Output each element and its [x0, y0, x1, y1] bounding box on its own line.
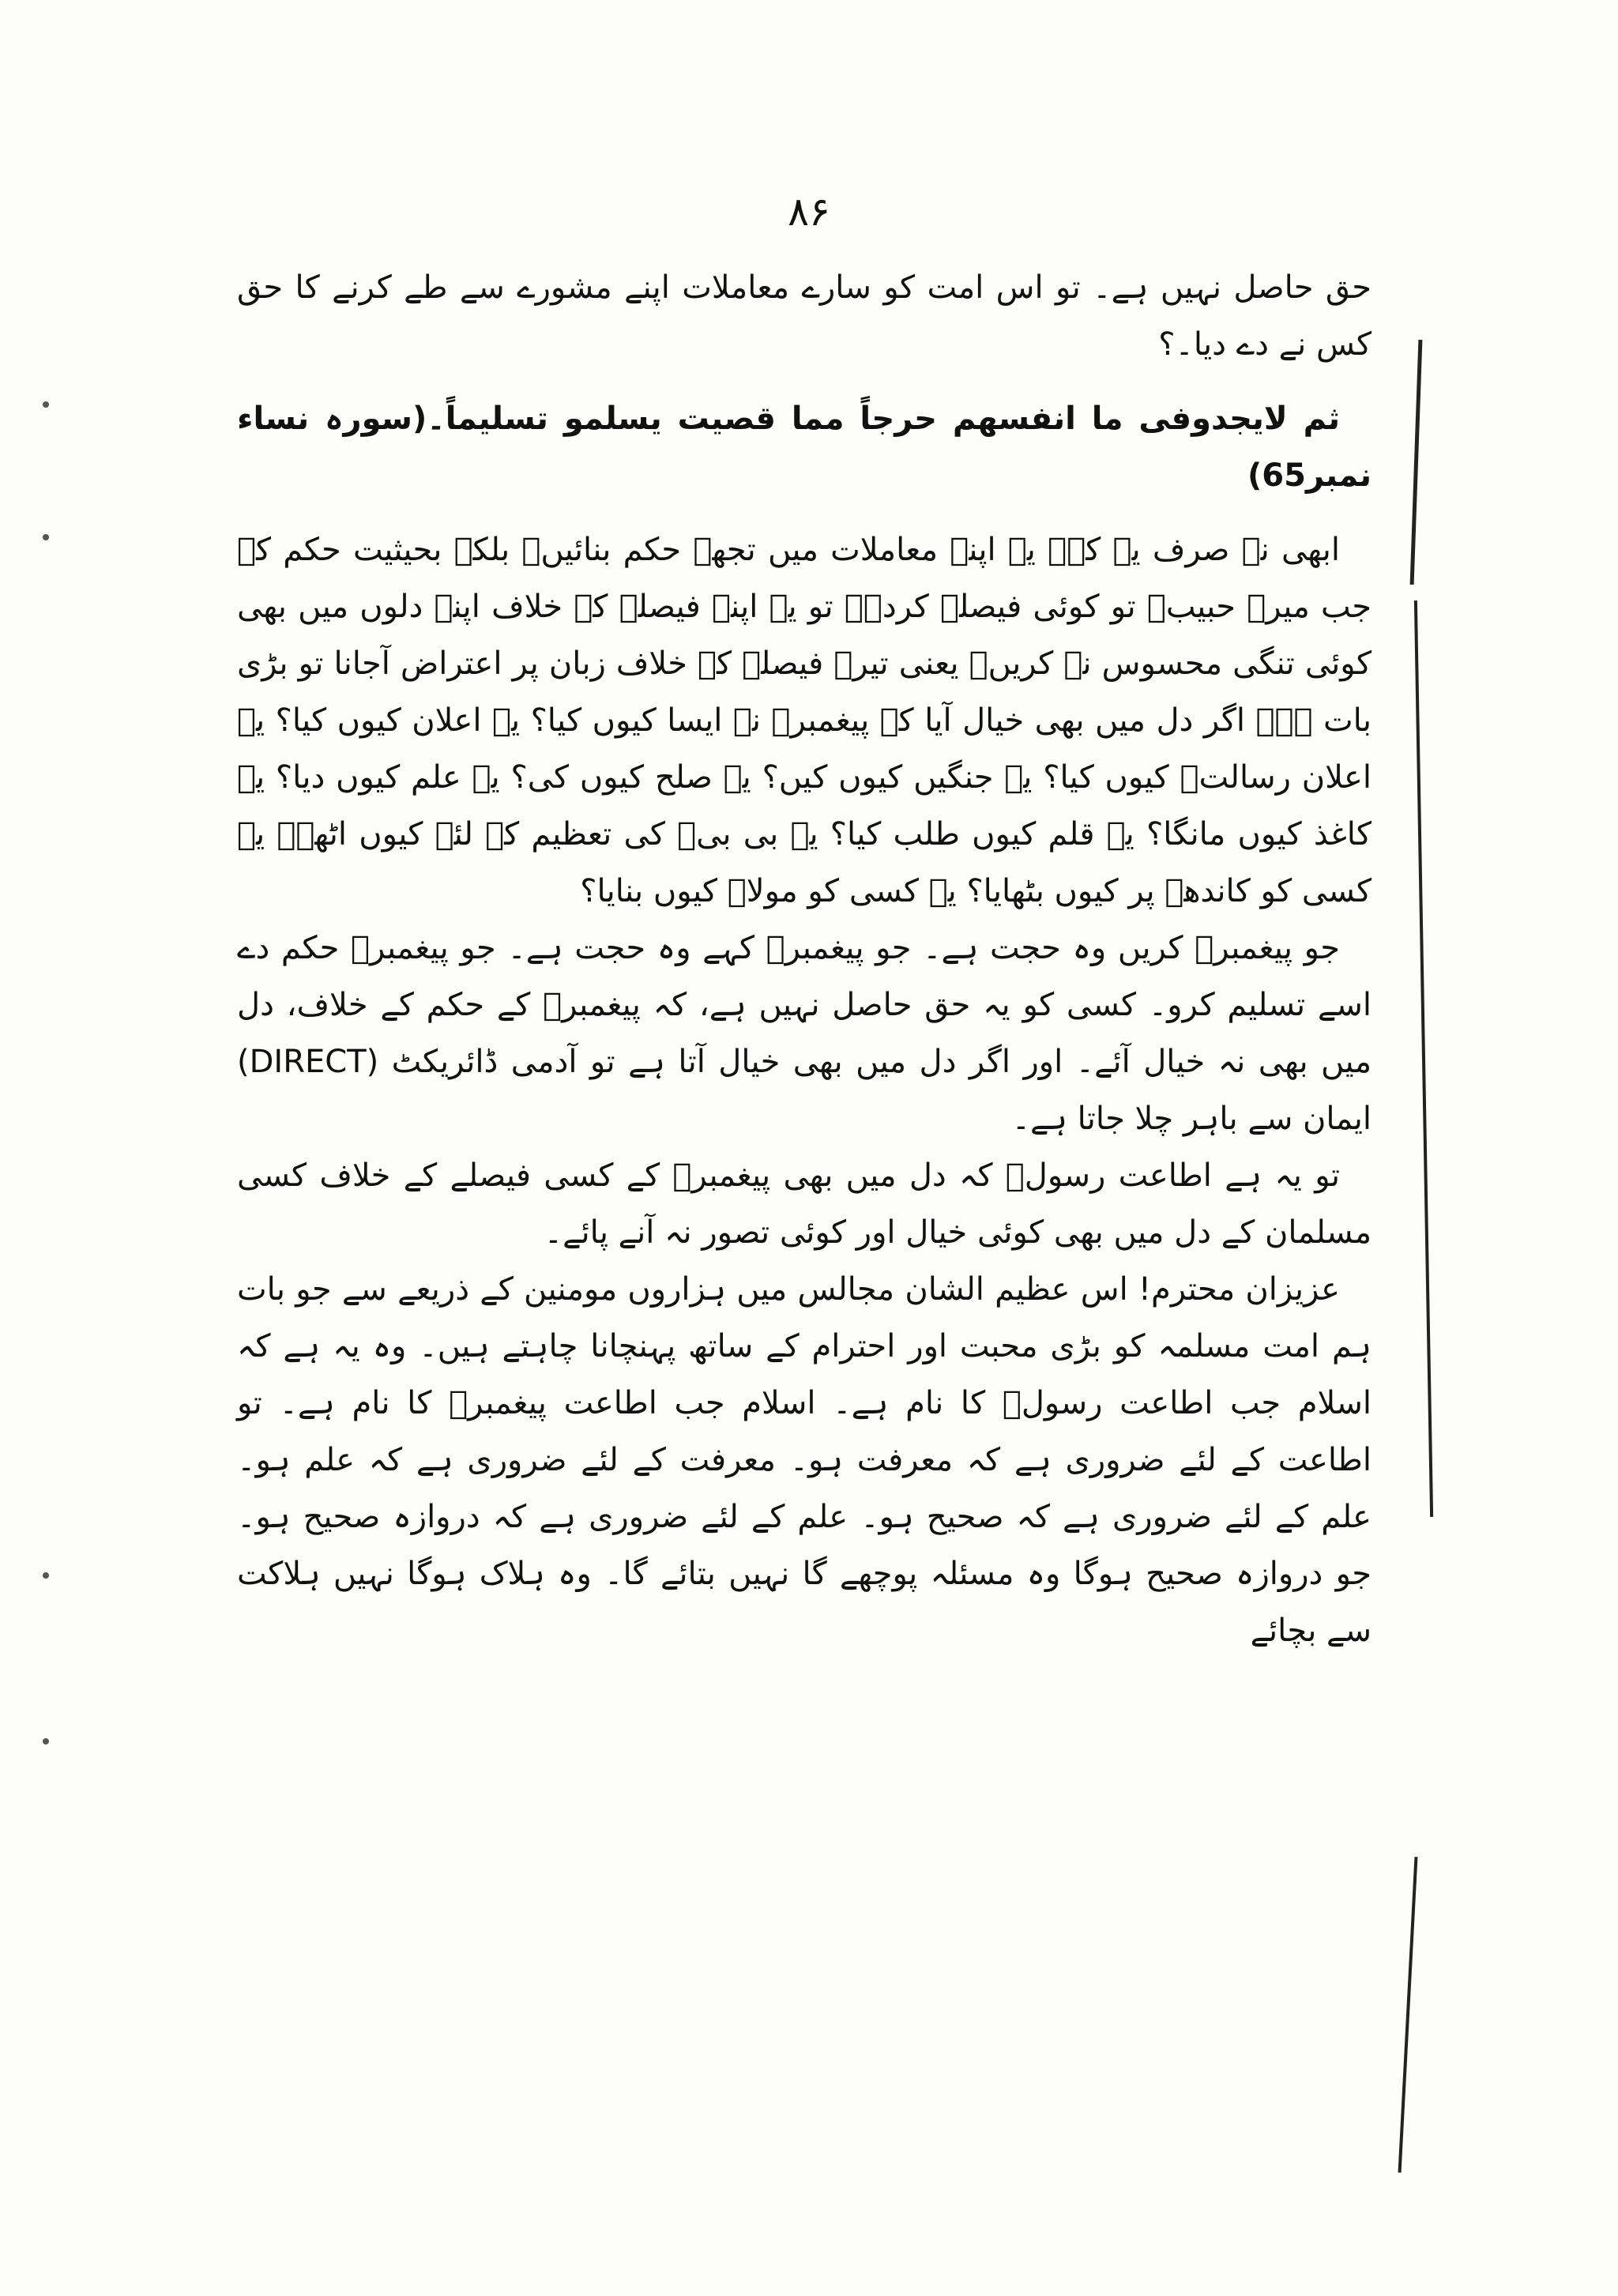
body-text: [237, 259, 1372, 1659]
scan-speck: [43, 1738, 49, 1745]
paragraph-4: تو یہ ہے اطاعت رسولؐ کہ دل میں بھی پیغمبرؐ کے کسی فیصلے کے خلاف کسی مسلمان کے دل میں بھی کوئی خیال اور کوئی تصور نہ آنے پائے۔: [237, 1157, 1372, 1251]
margin-mark-3: [1398, 1857, 1418, 2173]
paragraph-5: عزیزان محترم! اس عظیم الشان مجالس میں ہزاروں مومنین کے ذریعے سے جو بات ہم امت مسلمہ کو بڑی محبت اور احترام کے ساتھ پہنچانا چاہتے ہیں۔ وہ یہ ہے کہ اسلام جب اطاعت رسولؐ کا نام ہے۔ اسلام جب اطاعت پیغمبرؐ کا نام ہے۔ تو اطاعت کے لئے ضروری ہے کہ معرفت ہو۔ معرفت کے لئے ضروری ہے کہ علم ہو۔ علم کے لئے ضروری ہے کہ صحیح ہو۔ علم کے لئے ضروری ہے کہ دروازہ صحیح ہو۔ جو دروازہ صحیح ہوگا وہ مسئلہ پوچھے گا نہیں بتائے گا۔ وہ ہلاک ہوگا نہیں ہلاکت سے بچائے: [237, 1271, 1372, 1649]
margin-mark-2: [1414, 600, 1433, 1517]
paragraph-1: حق حاصل نہیں ہے۔ تو اس امت کو سارے معاملات اپنے مشورے سے طے کرنے کا حق کس نے دے دیا۔؟: [237, 269, 1372, 363]
paragraph-3: جو پیغمبرؐ کریں وہ حجت ہے۔ جو پیغمبرؐ کہے وہ حجت ہے۔ جو پیغمبرؐ حکم دے اسے تسلیم کرو۔ کسی کو یہ حق حاصل نہیں ہے، کہ پیغمبرؐ کے حکم کے خلاف، دل میں بھی نہ خیال آئے۔ اور اگر دل میں بھی خیال آتا ہے تو آدمی ڈائریکٹ (DIRECT) ایمان سے باہر چلا جاتا ہے۔: [237, 930, 1372, 1137]
scan-speck: [43, 1572, 49, 1579]
quran-quote: ثم لایجدوفی ما انفسھم حرجاً مما قصیت یسلمو تسلیماً۔(سورہ نساء نمبر65): [237, 401, 1372, 494]
page-number: ۸۶: [788, 189, 830, 235]
margin-mark-1: [1410, 340, 1423, 585]
scan-speck: [43, 534, 49, 540]
paragraph-2: ابھی نہ صرف یہ کہ۔ یہ اپنے معاملات میں تجھے حکم بنائیں۔ بلکہ بحیثیت حکم کے جب میرے حبیبؐ تو کوئی فیصلہ کردے۔ تو یہ اپنے فیصلے کے خلاف اپنے دلوں میں بھی کوئی تنگی محسوس نہ کریں۔ یعنی تیرے فیصلے کے خلاف زبان پر اعتراض آجانا تو بڑی بات ہے۔ اگر دل میں بھی خیال آیا کہ پیغمبرؐ نے ایسا کیوں کیا؟ یہ اعلان کیوں کیا؟ یہ اعلان رسالتؐ کیوں کیا؟ یہ جنگیں کیوں کیں؟ یہ صلح کیوں کی؟ یہ علم کیوں دیا؟ یہ کاغذ کیوں مانگا؟ یہ قلم کیوں طلب کیا؟ یہ بی بیؑ کی تعظیم کے لئے کیوں اٹھے۔ یہ کسی کو کاندھے پر کیوں بٹھایا؟ یہ کسی کو مولاؑ کیوں بنایا؟: [237, 532, 1372, 909]
scan-speck: [43, 401, 49, 408]
